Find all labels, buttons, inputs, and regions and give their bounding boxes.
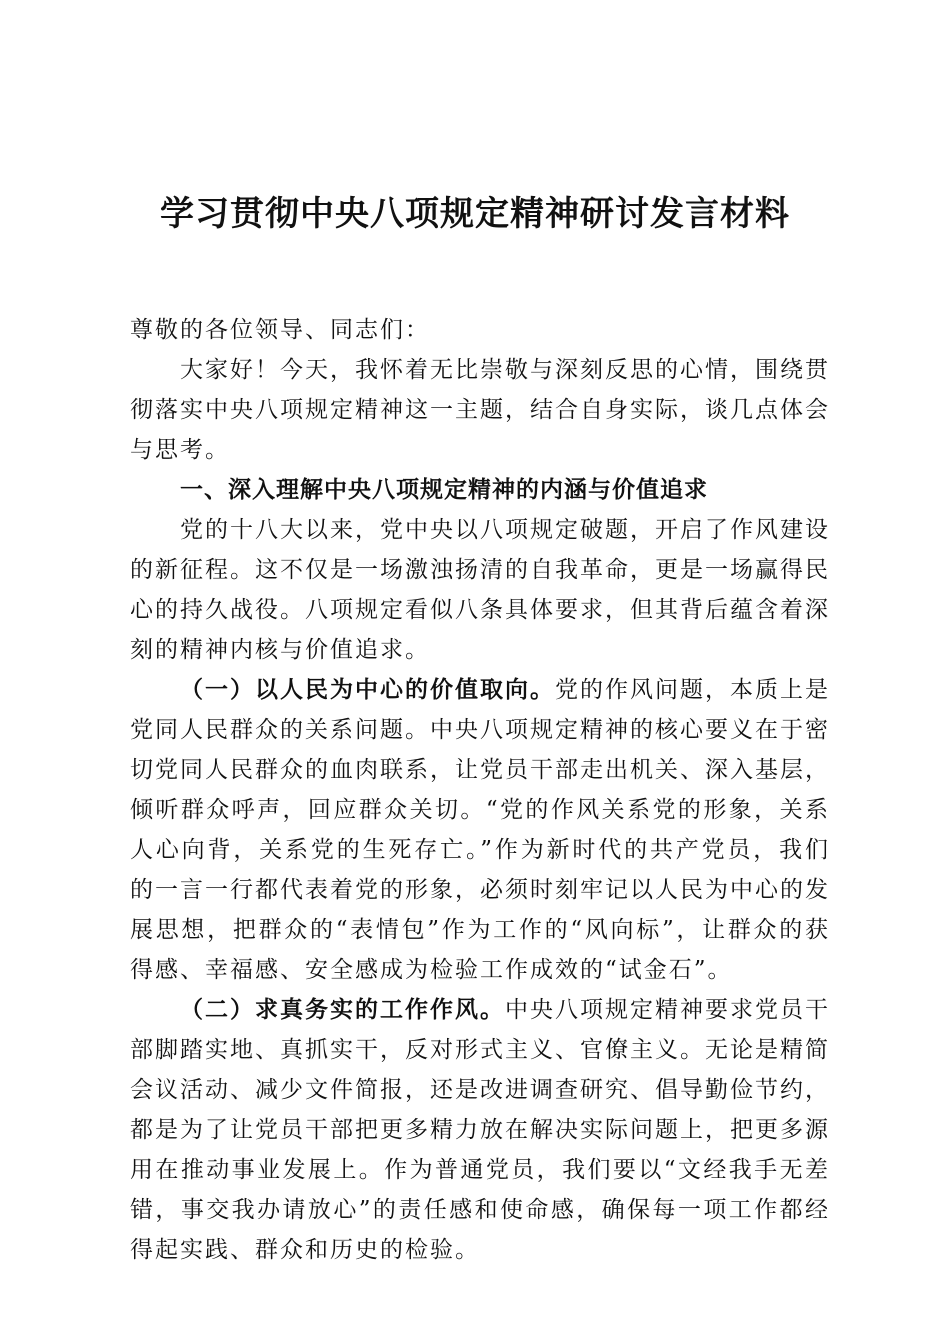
salutation: 尊敬的各位领导、同志们： <box>130 317 430 343</box>
section-intro-paragraph: 党的十八大以来，党中央以八项规定破题，开启了作风建设的新征程。这不仅是一场激浊扬清的自我革命，更是一场赢得民心的持久战役。八项规定看似八条具体要求，但其背后蕴含着深刻的精神内核与价值追求。 <box>130 517 830 663</box>
point-two-body: 中央八项规定精神要求党员干部脚踏实地、真抓实干，反对形式主义、官僚主义。无论是精简会议活动、减少文件简报，还是改进调查研究、倡导勤俭节约，都是为了让党员干部把更多精力放在解决实际问题上，把更多源用在推动事业发展上。作为普通党员，我们要以“文经我手无差错，事交我办请放心”的责任感和使命感，确保每一项工作都经得起实践、群众和历史的检验。 <box>130 997 830 1263</box>
intro-paragraph: 大家好！今天，我怀着无比崇敬与深刻反思的心情，围绕贯彻落实中央八项规定精神这一主题，结合自身实际，谈几点体会与思考。 <box>130 357 830 463</box>
point-two-lead: （二）求真务实的工作作风。 <box>180 996 505 1023</box>
section-heading: 一、深入理解中央八项规定精神的内涵与价值追求 <box>180 476 708 503</box>
document-title: 学习贯彻中央八项规定精神研讨发言材料 <box>160 194 790 234</box>
point-one-lead: （一）以人民为中心的价值取向。 <box>180 676 555 703</box>
point-one-body: 党的作风问题，本质上是党同人民群众的关系问题。中央八项规定精神的核心要义在于密切党同人民群众的血肉联系，让党员干部走出机关、深入基层，倾听群众呼声，回应群众关切。“党的作风关系党的形象，关系人心向背，关系党的生死存亡。”作为新时代的共产党员，我们的一言一行都代表着党的形象，必须时刻牢记以人民为中心的发展思想，把群众的“表情包”作为工作的“风向标”，让群众的获得感、幸福感、安全感成为检验工作成效的“试金石”。 <box>130 677 830 983</box>
point-one-paragraph <box>130 670 830 990</box>
document-body <box>130 310 830 1270</box>
point-two-paragraph <box>130 990 830 1270</box>
